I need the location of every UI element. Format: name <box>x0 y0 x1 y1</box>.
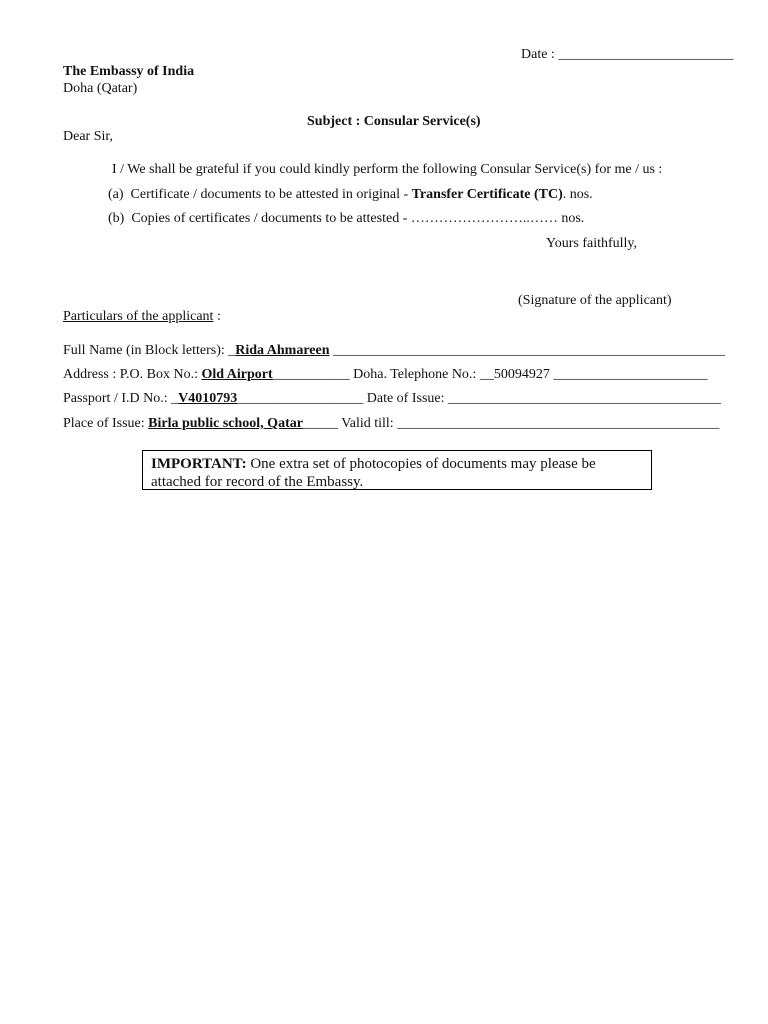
date-label: Date : <box>521 47 555 62</box>
salutation: Dear Sir, <box>63 129 113 144</box>
particulars-colon: : <box>213 309 221 324</box>
service-item-a <box>108 186 593 203</box>
item-b-marker: (b) <box>108 211 125 226</box>
passport-row <box>63 390 721 407</box>
address-city: Doha. <box>349 367 387 382</box>
recipient-name: The Embassy of India <box>63 64 195 79</box>
passport-label: Passport / I.D No.: <box>63 391 172 406</box>
date-blank: _________________________ <box>558 47 734 62</box>
intro-paragraph: I / We shall be grateful if you could kindly perform the following Consular Service(s) for me / us : <box>112 162 663 177</box>
place-label: Place of Issue: <box>63 416 149 431</box>
address-blank: ___________ <box>272 367 350 382</box>
important-label: IMPORTANT: <box>151 456 247 472</box>
particulars-title: Particulars of the applicant <box>63 309 214 324</box>
address-label: Address : P.O. Box No.: <box>63 367 202 382</box>
fullname-label: Full Name (in Block letters): <box>63 343 229 358</box>
address-row <box>63 366 707 383</box>
passport-pre: _ <box>171 391 179 406</box>
closing: Yours faithfully, <box>546 236 638 251</box>
recipient-city: Doha (Qatar) <box>63 81 138 96</box>
place-value: Birla public school, Qatar <box>148 416 303 431</box>
place-row <box>63 415 719 432</box>
fullname-row <box>63 342 725 359</box>
important-notice-box <box>142 450 652 490</box>
date-of-issue-label: Date of Issue: <box>363 391 449 406</box>
telephone-value: __50094927 <box>479 367 550 382</box>
place-blank: _____ <box>302 416 338 431</box>
telephone-label: Telephone No.: <box>386 367 480 382</box>
date-line <box>521 46 733 63</box>
date-of-issue-blank: _______________________________________ <box>448 391 722 406</box>
valid-till-blank: ______________________________________________ <box>397 416 720 431</box>
passport-blank: __________________ <box>237 391 364 406</box>
item-a-suffix: . nos. <box>562 187 593 202</box>
item-b-dots: ……………………..…… <box>410 211 558 226</box>
passport-value: V4010793 <box>178 391 238 406</box>
important-text: One extra set of photocopies of documents may please be attached for record of the Embassy. <box>151 456 596 490</box>
particulars-heading <box>63 308 221 325</box>
item-a-value: Transfer Certificate (TC) <box>411 187 563 202</box>
fullname-value: Rida Ahmareen <box>235 343 330 358</box>
service-item-b <box>108 210 584 227</box>
subject-line: Subject : Consular Service(s) <box>307 114 481 129</box>
item-b-suffix: nos. <box>557 211 585 226</box>
telephone-blank: ______________________ <box>549 367 708 382</box>
address-value: Old Airport <box>201 367 273 382</box>
item-a-marker: (a) <box>108 187 124 202</box>
fullname-pre: _ <box>228 343 236 358</box>
valid-till-label: Valid till: <box>337 416 398 431</box>
item-a-text: Certificate / documents to be attested in original - <box>130 187 412 202</box>
fullname-blank: ________________________________________________________ <box>329 343 725 358</box>
item-b-text: Copies of certificates / documents to be attested - <box>131 211 411 226</box>
signature-caption: (Signature of the applicant) <box>518 293 672 308</box>
